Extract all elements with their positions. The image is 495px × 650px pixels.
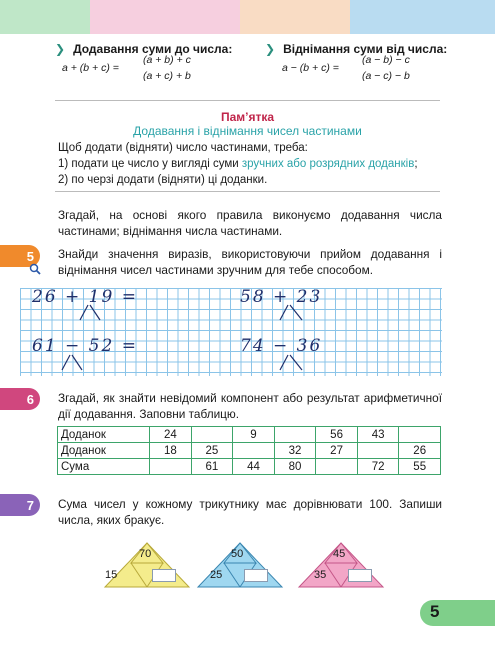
addition-table xyxy=(57,426,441,475)
triangle-yellow-top: 70 xyxy=(139,548,152,560)
table-cell[interactable]: 56 xyxy=(316,427,358,443)
triangle-blue-top: 50 xyxy=(231,548,244,560)
table-cell[interactable] xyxy=(150,459,192,475)
recall-paragraph: Згадай, на основі якого правила виконуємо додавання числа частинами; віднімання числа частинами. xyxy=(58,208,442,238)
task-6-text: Згадай, як знайти невідомий компонент або результат арифметичної дії додавання. Заповни таблицю. xyxy=(58,391,442,421)
magnifier-icon xyxy=(29,262,41,274)
top-color-strip xyxy=(0,0,495,34)
table-cell-label: Доданок xyxy=(58,427,150,443)
table-cell[interactable]: 25 xyxy=(191,443,233,459)
table-cell[interactable]: 55 xyxy=(399,459,441,475)
table-cell[interactable]: 44 xyxy=(233,459,275,475)
decomposition-strokes xyxy=(20,300,442,376)
table-cell[interactable] xyxy=(191,427,233,443)
task-7-text: Сума чисел у кожному трикутнику має дорівнювати 100. Запиши числа, яких бракує. xyxy=(58,497,442,527)
strip-segment-peach xyxy=(240,0,350,34)
chevron-right-icon: ❯ xyxy=(265,42,276,56)
table-cell[interactable] xyxy=(357,443,399,459)
memo-title: Пам’ятка xyxy=(220,110,275,124)
table-cell[interactable]: 9 xyxy=(233,427,275,443)
rule-left-title: Додавання суми до числа: xyxy=(73,42,233,56)
formula-right-top: (a − b) − c xyxy=(362,54,410,66)
table-cell-label: Сума xyxy=(58,459,150,475)
rule-right xyxy=(265,40,447,58)
table-row xyxy=(58,427,441,443)
memo-line-3: 2) по черзі додати (відняти) ці доданки. xyxy=(58,174,268,186)
memo-line-1: Щоб додати (відняти) число частинами, треба: xyxy=(58,142,308,154)
table-cell[interactable] xyxy=(316,459,358,475)
triangle-pink-left: 35 xyxy=(314,569,327,581)
table-cell[interactable]: 26 xyxy=(399,443,441,459)
table-cell[interactable] xyxy=(399,427,441,443)
table-cell[interactable]: 80 xyxy=(274,459,316,475)
memo-line-2-prefix: 1) подати це число у вигляді суми xyxy=(58,158,242,170)
table-cell-label: Доданок xyxy=(58,443,150,459)
triangle-blue-left: 25 xyxy=(210,569,223,581)
table-cell[interactable]: 27 xyxy=(316,443,358,459)
table-cell[interactable]: 72 xyxy=(357,459,399,475)
table-cell[interactable]: 18 xyxy=(150,443,192,459)
formula-right-lhs: a − (b + c) = xyxy=(282,62,339,74)
formula-left-bottom: (a + c) + b xyxy=(143,70,191,82)
formula-right-bottom: (a − c) − b xyxy=(362,70,410,82)
task-6-number-tab xyxy=(0,388,40,410)
formula-left-lhs: a + (b + c) = xyxy=(62,62,119,74)
table-cell[interactable]: 43 xyxy=(357,427,399,443)
triangle-yellow-left: 15 xyxy=(105,569,118,581)
table-cell[interactable] xyxy=(233,443,275,459)
memo-line-2 xyxy=(58,158,418,170)
task-5-expression-1: 26 + 19 = xyxy=(32,287,138,307)
task-5-expression-4: 74 − 36 xyxy=(240,336,323,356)
task-6-number: 6 xyxy=(26,391,34,407)
table-cell[interactable]: 61 xyxy=(191,459,233,475)
formula-left-top: (a + b) + c xyxy=(143,54,191,66)
task-7-number: 7 xyxy=(26,497,34,513)
table-row xyxy=(58,459,441,475)
rule-right-title: Віднімання суми від числа: xyxy=(283,42,448,56)
task-5-expression-2: 58 + 23 xyxy=(240,287,323,307)
table-cell[interactable] xyxy=(274,427,316,443)
strip-segment-pink xyxy=(90,0,240,34)
memo-subtitle: Додавання і віднімання чисел частинами xyxy=(133,124,362,138)
task-5-number: 5 xyxy=(26,248,34,264)
task-5-expression-3: 61 − 52 = xyxy=(32,336,138,356)
task-7-number-tab xyxy=(0,494,40,516)
triangle-yellow-answer-box[interactable] xyxy=(152,569,176,582)
triangle-pink-top: 45 xyxy=(333,548,346,560)
memo-line-2-suffix: ; xyxy=(414,158,418,170)
table-cell[interactable]: 32 xyxy=(274,443,316,459)
memo-line-2-highlight: зручних або розрядних доданків xyxy=(241,158,415,170)
triangle-pink-answer-box[interactable] xyxy=(348,569,372,582)
chevron-right-icon: ❯ xyxy=(55,42,66,56)
triangle-blue-answer-box[interactable] xyxy=(244,569,268,582)
task-5-text: Знайди значення виразів, використовуючи прийом додавання і віднімання чисел частинами зручним для тебе способом. xyxy=(58,247,442,277)
table-row xyxy=(58,443,441,459)
table-cell[interactable]: 24 xyxy=(150,427,192,443)
strip-segment-green xyxy=(0,0,90,34)
page-number: 5 xyxy=(430,602,440,621)
strip-segment-blue xyxy=(350,0,495,34)
